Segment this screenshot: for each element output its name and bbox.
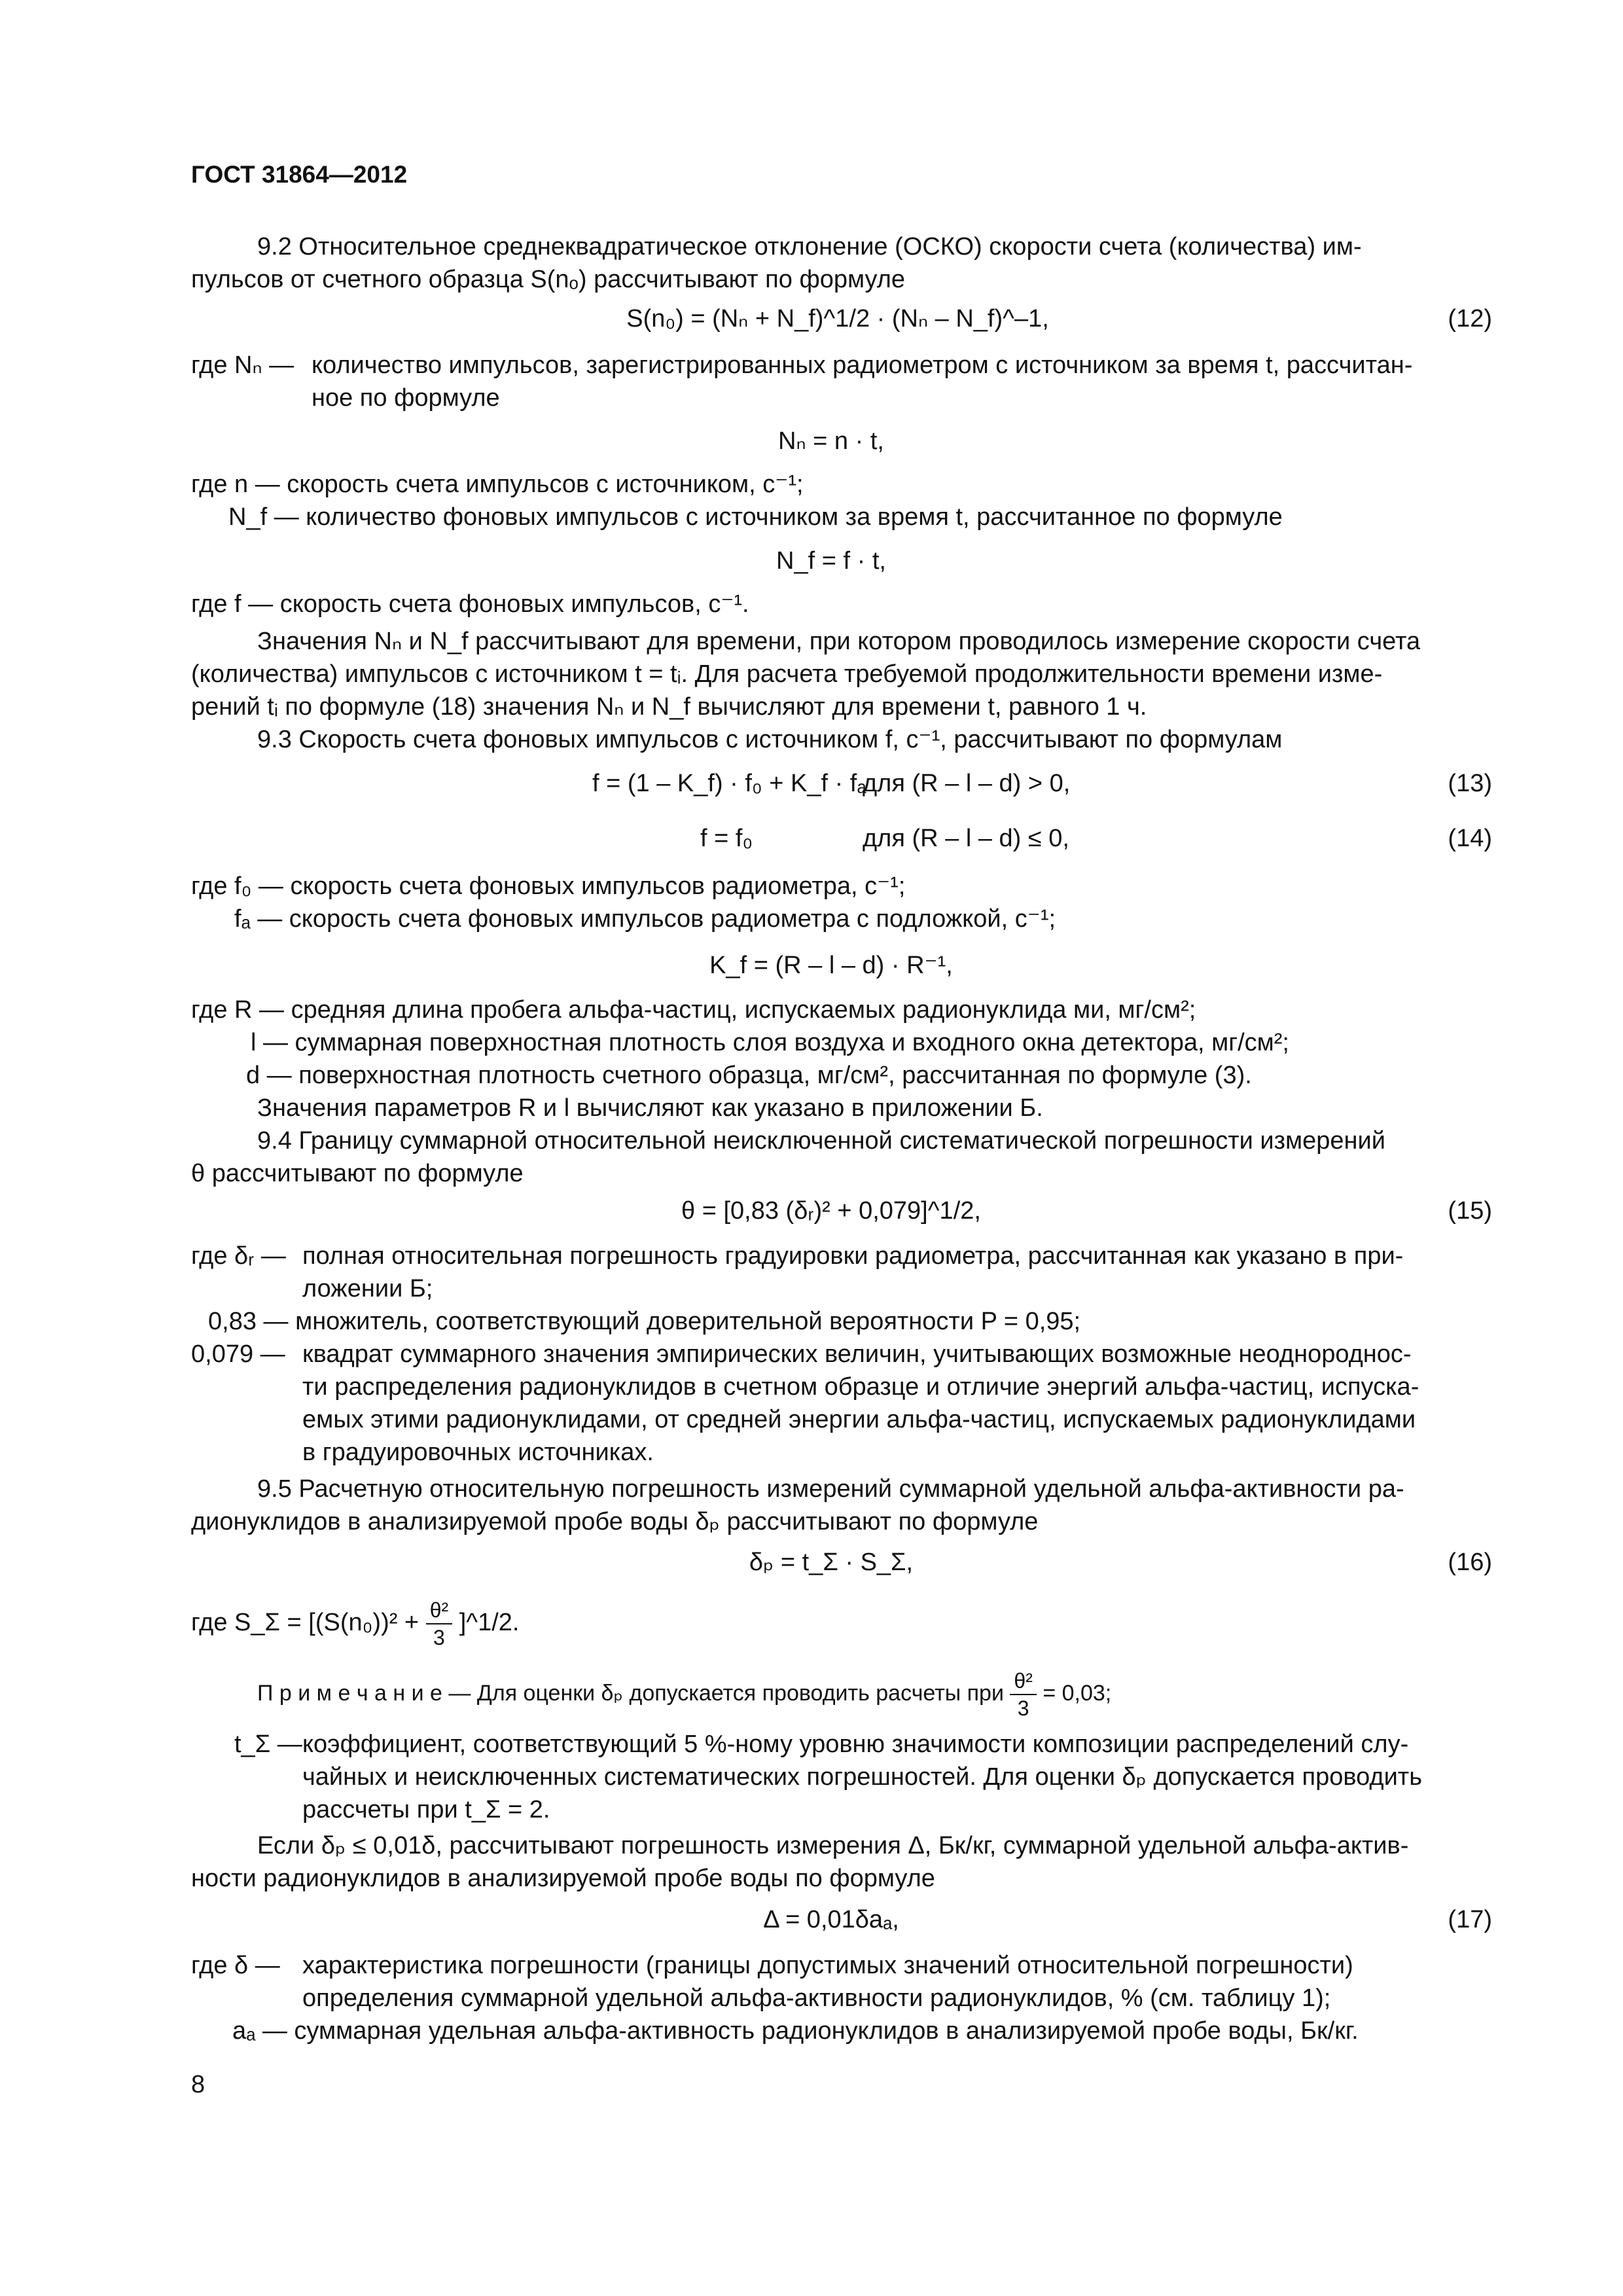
equation-16-number: (16) — [1448, 1549, 1492, 1576]
fraction-numerator: θ² — [426, 1597, 452, 1624]
equation-nf: N_f = f · t, — [776, 547, 886, 575]
if-line2: ности радионуклидов в анализируемой пробе воды по формуле — [191, 1865, 935, 1892]
where-ts-line2: чайных и неисключенных систематических погрешностей. Для оценки δₚ допускается проводить — [302, 1763, 1423, 1791]
equation-13-formula: f = (1 – K_f) · f₀ + K_f · fₐ — [592, 770, 866, 797]
para-9-3: 9.3 Скорость счета фоновых импульсов с источником f, с⁻¹, рассчитывают по формулам — [257, 726, 1283, 753]
where-dg-line2: ложении Б; — [302, 1275, 433, 1302]
equation-13-number: (13) — [1448, 770, 1492, 797]
where-s-sigma-suffix: ]^1/2. — [459, 1609, 520, 1637]
where-delta-label: где δ — — [191, 1952, 280, 1979]
equation-15: θ = [0,83 (δᵣ)² + 0,079]^1/2, — [681, 1197, 981, 1225]
para-9-5-line2: дионуклидов в анализируемой пробе воды δₚ рассчитывают по формуле — [191, 1508, 1039, 1535]
equation-14-formula: f = f₀ — [700, 825, 753, 852]
equation-nn: Nₙ = n · t, — [778, 427, 884, 455]
equation-16: δₚ = t_Σ · S_Σ, — [749, 1549, 914, 1576]
where-delta-line1: характеристика погрешности (границы допустимых значений относительной погрешности) — [302, 1952, 1353, 1979]
page-header-title: ГОСТ 31864—2012 — [191, 161, 408, 188]
where-ts-line1: коэффициент, соответствующий 5 %-ному уровню значимости композиции распределений слу- — [302, 1731, 1409, 1758]
page-number: 8 — [191, 2071, 205, 2098]
where-0079-label: 0,079 — — [191, 1340, 285, 1368]
note-prefix: П р и м е ч а н и е — Для оценки δₚ допускается проводить расчеты при — [257, 1680, 1004, 1706]
note-fraction-numerator: θ² — [1010, 1668, 1036, 1695]
params-line: Значения параметров R и l вычисляют как указано в приложении Б. — [257, 1094, 1043, 1122]
where-aa: aₐ — суммарная удельная альфа-активность радионуклидов в анализируемой пробе воды, Бк/кг. — [232, 2017, 1359, 2045]
where-nf: N_f — количество фоновых импульсов с источником за время t, рассчитанное по формуле — [228, 503, 1283, 531]
fraction-denominator: 3 — [433, 1626, 445, 1649]
where-l: l — суммарная поверхностная плотность слоя воздуха и входного окна детектора, мг/см²; — [251, 1029, 1289, 1056]
note-suffix: = 0,03; — [1043, 1680, 1112, 1706]
where-delta-line2: определения суммарной удельной альфа-активности радионуклидов, % (см. таблицу 1); — [302, 1984, 1331, 2012]
equation-kf: K_f = (R – l – d) · R⁻¹, — [709, 952, 953, 979]
equation-12: S(n₀) = (Nₙ + N_f)^1/2 · (Nₙ – N_f)^–1, — [626, 305, 1049, 332]
if-line1: Если δₚ ≤ 0,01δ, рассчитывают погрешность измерения Δ, Бк/кг, суммарной удельной альфа-актив- — [257, 1832, 1409, 1859]
where-f: где f — скорость счета фоновых импульсов, с⁻¹. — [191, 590, 749, 618]
para-9-4-line1: 9.4 Границу суммарной относительной неисключенной систематической погрешности измерений — [257, 1127, 1385, 1155]
where-0079-line1: квадрат суммарного значения эмпирических величин, учитывающих возможные неоднороднос- — [302, 1340, 1412, 1368]
equation-14-condition: для (R – l – d) ≤ 0, — [863, 825, 1069, 852]
where-nn-line2: ное по формуле — [312, 384, 500, 412]
where-fa: fₐ — скорость счета фоновых импульсов радиометра с подложкой, с⁻¹; — [234, 905, 1056, 933]
values-line2: (количества) импульсов с источником t = tᵢ. Для расчета требуемой продолжительности времени изме- — [191, 660, 1383, 688]
where-ts-label: t_Σ — — [234, 1731, 302, 1758]
para-9-5-line1: 9.5 Расчетную относительную погрешность измерений суммарной удельной альфа-активности ра- — [257, 1475, 1404, 1503]
values-line1: Значения Nₙ и N_f рассчитывают для времени, при котором проводилось измерение скорости счета — [257, 628, 1421, 655]
where-0079-line4: в градуировочных источниках. — [302, 1439, 654, 1466]
para-9-2-line2: пульсов от счетного образца S(nₒ) рассчитывают по формуле — [191, 266, 905, 293]
where-0079-line2: ти распределения радионуклидов в счетном образце и отличие энергий альфа-частиц, испуска- — [302, 1373, 1419, 1401]
para-9-2-line1: 9.2 Относительное среднеквадратическое отклонение (ОСКО) скорости счета (количества) им- — [257, 233, 1362, 260]
equation-17: Δ = 0,01δaₐ, — [763, 1906, 899, 1933]
where-d: d — поверхностная плотность счетного образца, мг/см², рассчитанная по формуле (3). — [246, 1062, 1252, 1089]
equation-13-condition: для (R – l – d) > 0, — [863, 770, 1071, 797]
para-9-4-line2: θ рассчитывают по формуле — [191, 1160, 524, 1187]
where-dg-label: где δᵣ — — [191, 1242, 286, 1270]
where-s-sigma-prefix: где S_Σ = [(S(n₀))² + — [191, 1609, 419, 1637]
equation-17-number: (17) — [1448, 1906, 1492, 1933]
where-ts-line3: рассчеты при t_Σ = 2. — [302, 1796, 550, 1823]
note-fraction-denominator: 3 — [1017, 1696, 1029, 1720]
note-line — [257, 1668, 1111, 1721]
where-nn-line1: количество импульсов, зарегистрированных радиометром с источником за время t, рассчитан- — [312, 351, 1413, 379]
equation-15-number: (15) — [1448, 1197, 1492, 1225]
equation-14-number: (14) — [1448, 825, 1492, 852]
values-line3: рений tᵢ по формуле (18) значения Nₙ и N_f вычисляют для времени t, равного 1 ч. — [191, 693, 1147, 721]
where-0079-line3: емых этими радионуклидами, от средней энергии альфа-частиц, испускаемых радионуклидами — [302, 1406, 1416, 1433]
where-r: где R — средняя длина пробега альфа-частиц, испускаемых радионуклида ми, мг/см²; — [191, 996, 1196, 1024]
where-n: где n — скорость счета импульсов с источником, с⁻¹; — [191, 471, 804, 498]
where-f0: где f₀ — скорость счета фоновых импульсов радиометра, с⁻¹; — [191, 872, 906, 900]
where-dg-line1: полная относительная погрешность градуировки радиометра, рассчитанная как указано в при- — [302, 1242, 1404, 1270]
where-nn-label: где Nₙ — — [191, 351, 294, 379]
where-s-sigma — [191, 1597, 519, 1651]
equation-12-number: (12) — [1448, 305, 1492, 332]
where-083: 0,83 — множитель, соответствующий доверительной вероятности P = 0,95; — [208, 1308, 1081, 1335]
note-fraction — [1010, 1668, 1036, 1721]
where-s-sigma-fraction — [426, 1597, 452, 1651]
